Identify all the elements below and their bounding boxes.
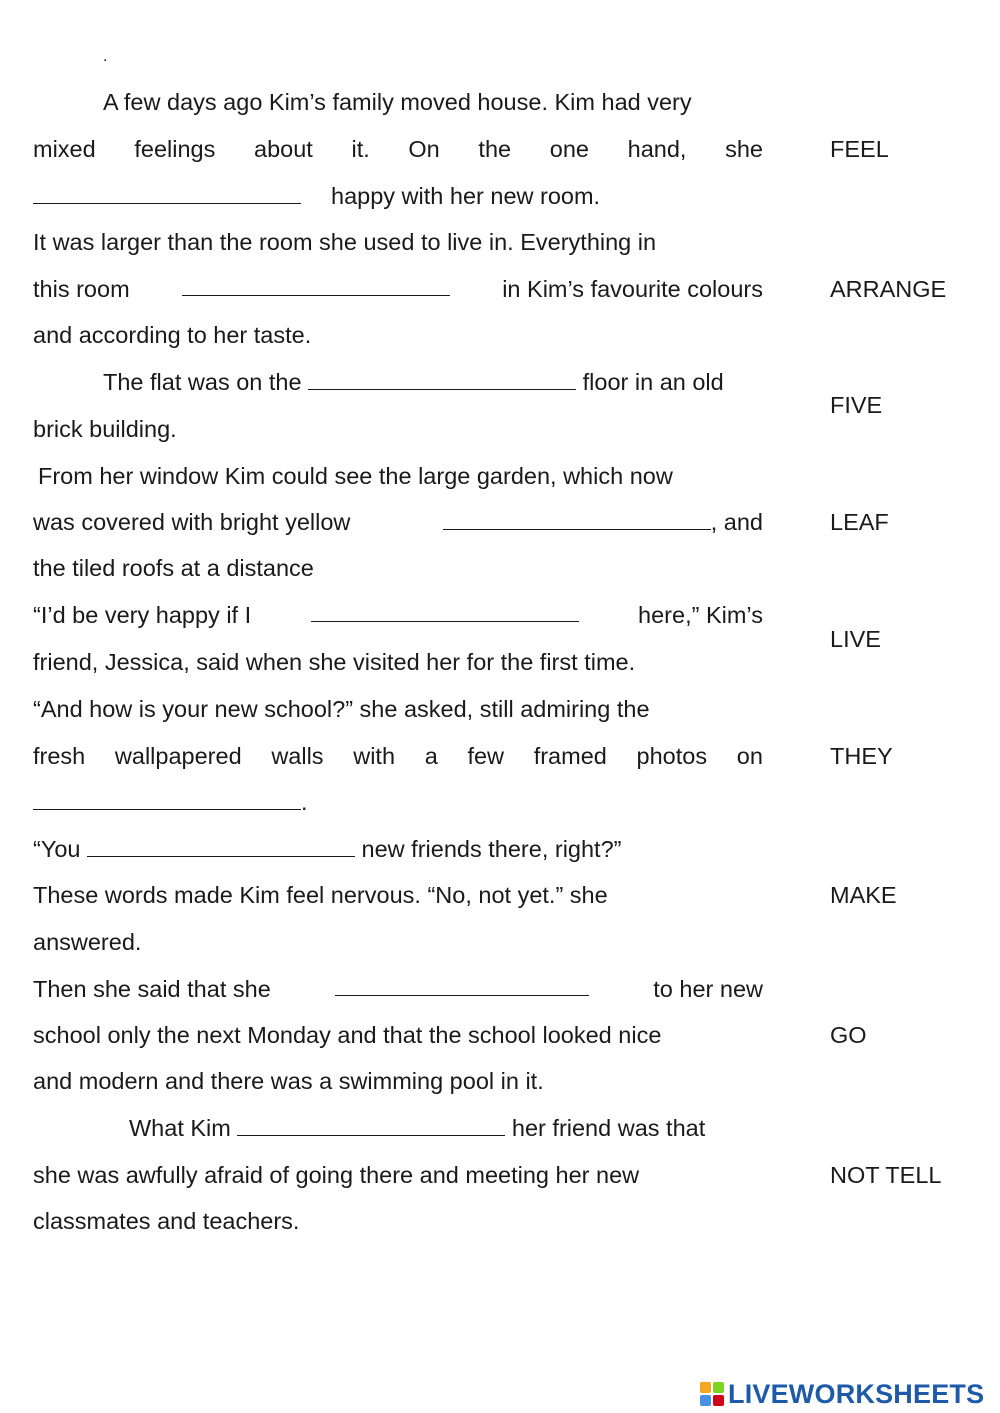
answer-blank-1[interactable]: [33, 183, 301, 204]
answer-blank-4[interactable]: [443, 509, 711, 530]
keyword-arrange: ARRANGE: [830, 276, 947, 302]
text-line: classmates and teachers.: [33, 1208, 300, 1234]
text-line: “You new friends there, right?”: [33, 836, 622, 862]
text-line-justified: “I’d be very happy if I here,” Kim’s: [33, 602, 763, 628]
answer-blank-7[interactable]: [87, 836, 355, 857]
text-line: and according to her taste.: [33, 322, 312, 348]
text-line-justified: mixed feelings about it. On the one hand, she: [33, 136, 763, 162]
text-line: school only the next Monday and that the school looked nice: [33, 1022, 662, 1048]
keyword-feel: FEEL: [830, 136, 889, 162]
text-line: the tiled roofs at a distance: [33, 555, 314, 581]
text-line: she was awfully afraid of going there and meeting her new: [33, 1162, 640, 1188]
text-line: answered.: [33, 929, 142, 955]
text-line-justified: this room in Kim’s favourite colours: [33, 276, 763, 302]
text-line: These words made Kim feel nervous. “No, not yet.” she: [33, 882, 608, 908]
text-line: .: [33, 788, 763, 816]
text-line-justified: was covered with bright yellow , and: [33, 509, 763, 535]
logo-square: [713, 1382, 724, 1393]
text-line: What Kim her friend was that: [129, 1115, 706, 1141]
stray-dot: .: [103, 48, 108, 65]
text-line: and modern and there was a swimming pool in it.: [33, 1068, 544, 1094]
keyword-live: LIVE: [830, 626, 881, 652]
keyword-leaf: LEAF: [830, 509, 889, 535]
text-line: The flat was on the floor in an old: [103, 369, 724, 395]
text-line: A few days ago Kim’s family moved house. Kim had very: [103, 89, 692, 115]
keyword-five: FIVE: [830, 392, 883, 418]
logo-square: [700, 1382, 711, 1393]
text-line: brick building.: [33, 416, 177, 442]
liveworksheets-logo[interactable]: [700, 1378, 984, 1410]
text-line: From her window Kim could see the large garden, which now: [38, 463, 673, 489]
answer-blank-8[interactable]: [335, 975, 589, 996]
answer-blank-5[interactable]: [311, 601, 579, 622]
text-line: happy with her new room.: [33, 182, 763, 210]
text-line: “And how is your new school?” she asked, still admiring the: [33, 696, 650, 722]
logo-square: [700, 1395, 711, 1406]
keyword-they: THEY: [830, 743, 893, 769]
answer-blank-2[interactable]: [182, 275, 450, 296]
logo-text: LIVEWORKSHEETS: [728, 1378, 985, 1409]
text-line: It was larger than the room she used to live in. Everything in: [33, 229, 657, 255]
answer-blank-3[interactable]: [308, 369, 576, 390]
text-line-justified: fresh wallpapered walls with a few framed photos on: [33, 743, 763, 769]
answer-blank-9[interactable]: [237, 1115, 505, 1136]
keyword-make: MAKE: [830, 882, 897, 908]
text-line-justified: Then she said that she to her new: [33, 976, 763, 1002]
keyword-not-tell: NOT TELL: [830, 1162, 942, 1188]
logo-square: [713, 1395, 724, 1406]
answer-blank-6[interactable]: [33, 789, 301, 810]
logo-grid-icon: [700, 1382, 724, 1406]
text-line: friend, Jessica, said when she visited her for the first time.: [33, 649, 636, 675]
keyword-go: GO: [830, 1022, 867, 1048]
